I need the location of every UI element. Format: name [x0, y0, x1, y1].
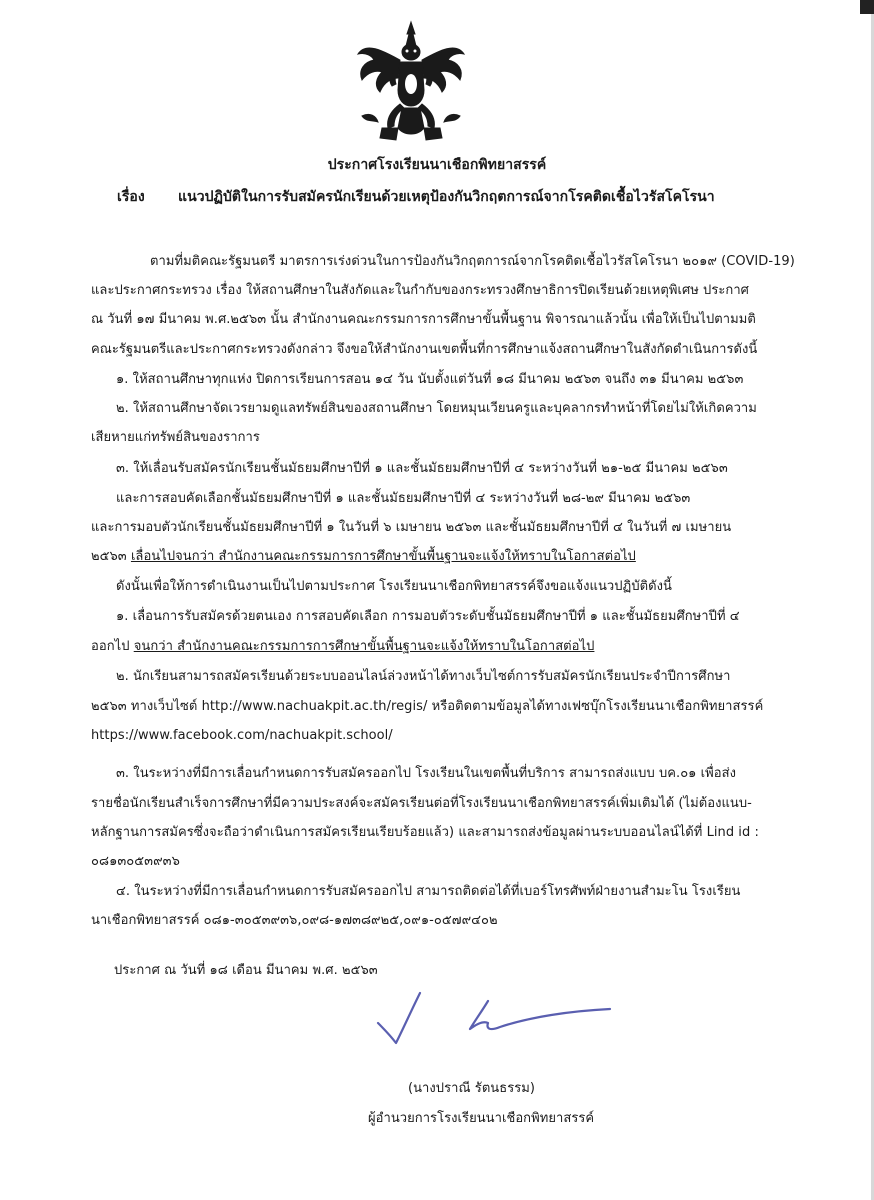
- garuda-emblem-icon: [352, 20, 470, 142]
- list-item: ๒. นักเรียนสามารถสมัครเรียนด้วยระบบออนไลน์ล่วงหน้าได้ทางเว็บไซต์การรับสมัครนักเรียนประจำปีการศึกษา: [116, 669, 731, 684]
- subject-text: แนวปฏิบัติในการรับสมัครนักเรียนด้วยเหตุป้องกันวิกฤตการณ์จากโรคติดเชื้อไวรัสโคโรนา: [178, 189, 715, 205]
- line-id-number: ๐๘๑๓๐๕๓๙๓๖: [91, 854, 180, 869]
- item-prefix: ออกไป: [91, 639, 134, 654]
- list-item-continuation: และการมอบตัวนักเรียนชั้นมัธยมศึกษาปีที่ ๑ ในวันที่ ๖ เมษายน ๒๕๖๓ และชั้นมัธยมศึกษาปีที่ ๔ ในวันที่ ๗ เมษายน: [91, 520, 732, 535]
- list-item-continuation: [91, 638, 594, 656]
- announcement-title: ประกาศโรงเรียนนาเชือกพิทยาสรรค์: [327, 157, 547, 173]
- year-prefix: ๒๕๖๓: [91, 549, 131, 564]
- phone-numbers: นาเชือกพิทยาสรรค์ ๐๘๑-๓๐๕๓๙๓๖,๐๙๘-๑๗๓๘๙๒๕,๐๙๑-๐๕๗๙๔๐๒: [91, 913, 498, 928]
- postponement-notice: จนกว่า สำนักงานคณะกรรมการการศึกษาขั้นพื้นฐานจะแจ้งให้ทราบในโอกาสต่อไป: [133, 639, 595, 654]
- list-item: ๔. ในระหว่างที่มีการเลื่อนกำหนดการรับสมัครออกไป สามารถติดต่อได้ที่เบอร์โทรศัพท์ฝ่ายงานสำมะโน โรงเรียน: [116, 884, 741, 899]
- list-item: ๓. ในระหว่างที่มีการเลื่อนกำหนดการรับสมัครออกไป โรงเรียนในเขตพื้นที่บริการ สามารถส่งแบบ บค.๐๑ เพื่อส่ง: [116, 766, 737, 781]
- list-item: ๑. เลื่อนการรับสมัครด้วยตนเอง การสอบคัดเลือก การมอบตัวระดับชั้นมัธยมศึกษาปีที่ ๑ และชั้นมัธยมศึกษาปีที่ ๔: [116, 609, 740, 624]
- list-item-continuation: ๒๕๖๓ ทางเว็บไซต์ http://www.nachuakpit.ac.th/regis/ หรือติดตามข้อมูลได้ทางเฟซบุ๊กโรงเรียนนาเชือกพิทยาสรรค์: [91, 699, 764, 714]
- list-item: ๓. ให้เลื่อนรับสมัครนักเรียนชั้นมัธยมศึกษาปีที่ ๑ และชั้นมัธยมศึกษาปีที่ ๔ ระหว่างวันที่ ๒๑-๒๕ มีนาคม ๒๕๖๓: [116, 461, 728, 476]
- paragraph-line: คณะรัฐมนตรีและประกาศกระทรวงดังกล่าว จึงขอให้สำนักงานเขตพื้นที่การศึกษาแจ้งสถานศึกษาในสังกัดดำเนินการดังนี้: [91, 342, 758, 357]
- list-item-continuation: และการสอบคัดเลือกชั้นมัธยมศึกษาปีที่ ๑ และชั้นมัธยมศึกษาปีที่ ๔ ระหว่างวันที่ ๒๘-๒๙ มีนาคม ๒๕๖๓: [116, 491, 691, 506]
- handwritten-signature: [360, 985, 620, 1055]
- guideline-intro: ดังนั้นเพื่อให้การดำเนินงานเป็นไปตามประกาศ โรงเรียนนาเชือกพิทยาสรรค์จึงขอแจ้งแนวปฏิบัติดังนี้: [116, 579, 672, 594]
- paragraph-line: และประกาศกระทรวง เรื่อง ให้สถานศึกษาในสังกัดและในกำกับของกระทรวงศึกษาธิการปิดเรียนด้วยเหตุพิเศษ ประกาศ: [91, 283, 749, 298]
- subject-label: เรื่อง: [117, 189, 145, 205]
- signer-position: ผู้อำนวยการโรงเรียนนาเชือกพิทยาสรรค์: [368, 1111, 595, 1126]
- list-item-continuation: [91, 548, 636, 566]
- scan-corner-mark: [860, 0, 874, 14]
- postponement-notice: เลื่อนไปจนกว่า สำนักงานคณะกรรมการการศึกษาขั้นพื้นฐานจะแจ้งให้ทราบในโอกาสต่อไป: [130, 549, 636, 564]
- facebook-link: https://www.facebook.com/nachuakpit.school/: [91, 728, 393, 743]
- list-item-continuation: เสียหายแก่ทรัพย์สินของราการ: [91, 430, 260, 445]
- paragraph-line: ณ วันที่ ๑๗ มีนาคม พ.ศ.๒๕๖๓ นั้น สำนักงานคณะกรรมการการศึกษาขั้นพื้นฐาน พิจารณาแล้วนั้น เพื่อให้เป็นไปตามมติ: [91, 312, 756, 327]
- paragraph-line: ตามที่มติคณะรัฐมนตรี มาตรการเร่งด่วนในการป้องกันวิกฤตการณ์จากโรคติดเชื้อไวรัสโคโรนา ๒๐๑๙ (COVID-19): [150, 254, 795, 269]
- announcement-date: ประกาศ ณ วันที่ ๑๘ เดือน มีนาคม พ.ศ. ๒๕๖๓: [114, 963, 378, 978]
- list-item-continuation: หลักฐานการสมัครซึ่งจะถือว่าดำเนินการสมัครเรียนเรียบร้อยแล้ว) และสามารถส่งข้อมูลผ่านระบบออนไลน์ได้ที่ Lind id :: [91, 825, 759, 840]
- list-item: ๑. ให้สถานศึกษาทุกแห่ง ปิดการเรียนการสอน ๑๔ วัน นับตั้งแต่วันที่ ๑๘ มีนาคม ๒๕๖๓ จนถึง ๓๑ มีนาคม ๒๕๖๓: [116, 372, 744, 387]
- list-item-continuation: รายชื่อนักเรียนสำเร็จการศึกษาที่มีความประสงค์จะสมัครเรียนต่อที่โรงเรียนนาเชือกพิทยาสรรค์เพิ่มเติมได้ (ไม่ต้องแนบ-: [91, 796, 752, 811]
- signer-name: (นางปราณี รัตนธรรม): [408, 1081, 536, 1096]
- list-item: ๒. ให้สถานศึกษาจัดเวรยามดูแลทรัพย์สินของสถานศึกษา โดยหมุนเวียนครูและบุคลากรทำหน้าที่โดยไม่ให้เกิดความ: [116, 401, 757, 416]
